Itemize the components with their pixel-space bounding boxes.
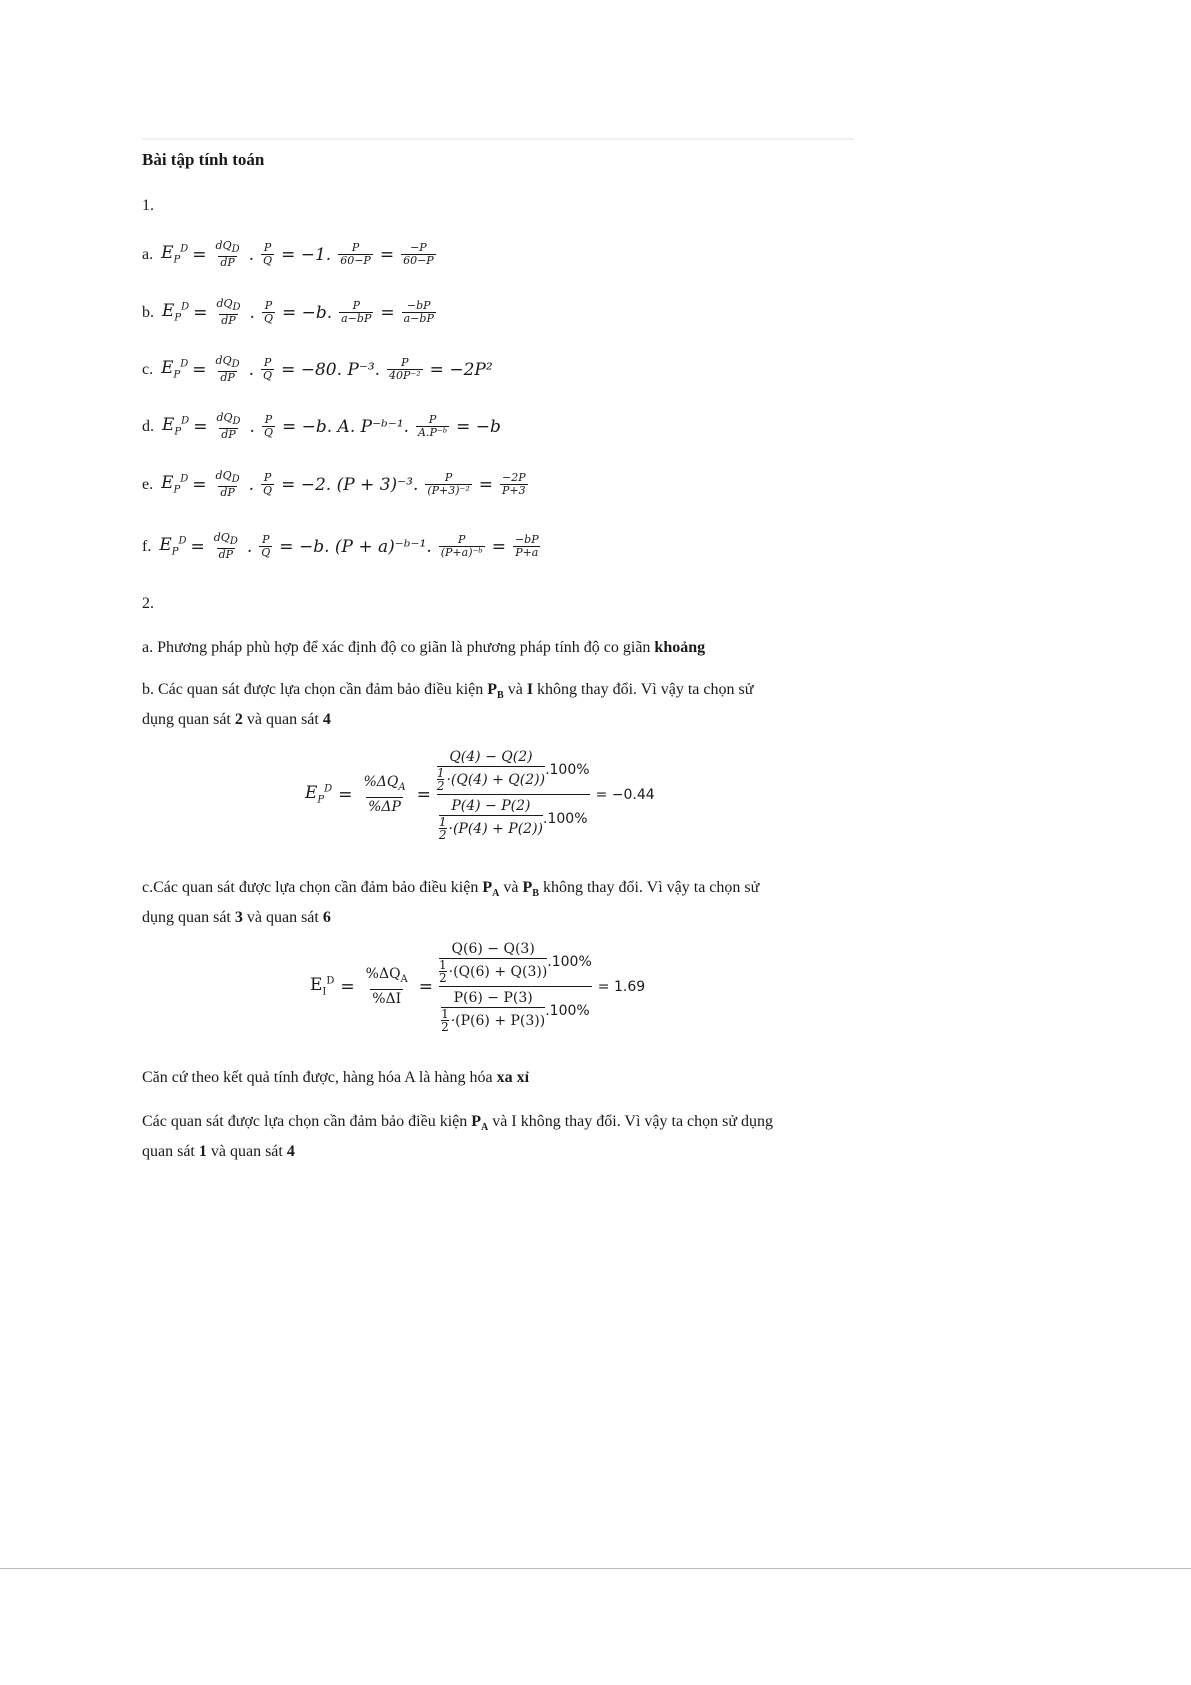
q1-mid: = −80. P⁻³. — [281, 359, 381, 380]
eq2-top-den: ·(Q(6) + Q(3)) — [448, 963, 548, 980]
last-line-1 — [142, 1112, 773, 1138]
q1-derivative: $\frac{dQ_D}{dP}$ — [215, 354, 240, 385]
q2c-line-2 — [142, 908, 331, 928]
q1-eq: = — [491, 536, 506, 557]
q1-lhs: $E_P^D$ — [162, 301, 190, 324]
q2c-text-1: c.Các quan sát được lựa chọn cần đảm bảo điều kiện — [142, 879, 483, 896]
last-pa-sub: A — [481, 1122, 489, 1134]
q2b-line-2 — [142, 710, 331, 730]
eq1-top-den: ·(Q(4) + Q(2)) — [446, 771, 546, 788]
q2b-pb: P — [487, 681, 498, 698]
q1-lhs: $E_P^D$ — [159, 535, 187, 558]
q1-derivative: $\frac{dQ_D}{dP}$ — [213, 531, 238, 562]
eq2-bot-den: ·(P(6) + P(3)) — [450, 1012, 546, 1029]
eq1-result: = −0.44 — [595, 786, 655, 803]
q1-frac-2: $\frac{P}{a-bP}$ — [341, 299, 372, 326]
q1-lhs: $E_P^D$ — [161, 473, 189, 496]
q2b-text-1: b. Các quan sát được lựa chọn cần đảm bảo điều kiện — [142, 681, 488, 698]
q1-lhs: $E_P^D$ — [161, 243, 189, 266]
q2c-obs-1: 3 — [234, 909, 243, 926]
last-line-2 — [142, 1142, 295, 1162]
q2c-obs-2: 6 — [322, 909, 331, 926]
q2b-text-2: không thay đổi. Vì vậy ta chọn sử — [533, 681, 754, 698]
q1-frac-3: $\frac{-bP}{P+a}$ — [514, 533, 539, 560]
q1-eq: = −2P² — [429, 359, 493, 380]
q1-pq-ratio: $\frac{P}{Q}$ — [263, 471, 273, 498]
conclusion-text: Căn cứ theo kết quả tính được, hàng hóa A là hàng hóa — [142, 1069, 497, 1086]
q2b-pb-sub: B — [497, 690, 504, 702]
q1-item-label: d. — [142, 417, 154, 435]
q2c-line-1 — [142, 878, 759, 904]
q2c-pb: P — [522, 879, 533, 896]
eq2-lhs: $E_I^D$ — [310, 975, 335, 998]
q2c-text-2: không thay đổi. Vì vậy ta chọn sử — [538, 879, 760, 896]
page-divider — [0, 1568, 1191, 1569]
q2c-and: và — [499, 879, 523, 896]
q1-eq: = −b — [456, 416, 501, 437]
q1-frac-2: $\frac{P}{\text{(P+3)⁻²}}$ — [427, 471, 470, 498]
q2b-and: và — [503, 681, 527, 698]
equation-price-elasticity: $E_P^D$ = $\frac{\%\Delta Q_A}{\%\Delta P}$ = Q(4) − Q(2) 1 2 ·(Q(4) + Q(2)) .100% P(4) − P(2) 1 2 ·(P(4) + P(2)) .100% = −0.44 — [305, 749, 655, 842]
last-text-2: và I không thay đổi. Vì vậy ta chọn sử dụng — [488, 1113, 774, 1130]
q1-item-label: b. — [142, 303, 154, 321]
q1-mid: = −2. (P + 3)⁻³. — [281, 474, 419, 495]
eq1-bot-den: ·(P(4) + P(2)) — [448, 820, 544, 837]
q1-pq-ratio: $\frac{P}{Q}$ — [263, 356, 273, 383]
q1-frac-3: $\frac{-P}{60-P}$ — [403, 241, 434, 268]
last-pa: P — [471, 1113, 482, 1130]
question-2-label: 2. — [142, 595, 154, 612]
q2a-paragraph — [142, 638, 705, 658]
eq2-result: = 1.69 — [597, 978, 646, 995]
last-text-3: quan sát — [142, 1143, 199, 1160]
q1-pq-ratio: $\frac{P}{Q}$ — [263, 299, 273, 326]
q1-equation-b: b. $E_P^D$ = $\frac{dQ_D}{dP}$ . $\frac{P}{Q}$ = −b. $\frac{P}{a-bP}$ = $\frac{-bP}{a-bP}$ — [142, 297, 434, 328]
eq2-lhs-fraction: $\frac{\%\Delta Q_A}{\%\Delta I}$ — [365, 966, 408, 1007]
last-text-1: Các quan sát được lựa chọn cần đảm bảo điều kiện — [142, 1113, 472, 1130]
eq1-main-fraction: Q(4) − Q(2) 1 2 ·(Q(4) + Q(2)) .100% P(4) − P(2) 1 2 ·(P(4) + P(2)) .100% — [436, 749, 590, 842]
eq2-top-num: Q(6) − Q(3) — [451, 941, 535, 957]
q1-mid: = −b. (P + a)⁻ᵇ⁻¹. — [279, 536, 432, 557]
q1-item-label: c. — [142, 360, 154, 378]
q2c-text-3: dụng quan sát — [142, 909, 235, 926]
eq2-pct-top: .100% — [547, 954, 592, 970]
q1-mid: = −1. — [281, 244, 332, 265]
q1-frac-3: $\frac{-bP}{a-bP}$ — [403, 299, 434, 326]
last-text-4: và quan sát — [206, 1143, 287, 1160]
last-obs-1: 1 — [198, 1143, 207, 1160]
eq1-pct-bot: .100% — [543, 811, 588, 827]
q1-frac-2: $\frac{P}{\text{(P+a)⁻ᵇ}}$ — [440, 533, 483, 560]
q1-equation-e: e. $E_P^D$ = $\frac{dQ_D}{dP}$ . $\frac{P}{Q}$ = −2. (P + 3)⁻³. $\frac{P}{\text{(P+3)⁻²}}$ = $\frac{-2P}{P+3}$ — [142, 469, 526, 500]
q1-item-label: a. — [142, 245, 154, 263]
conclusion-line — [142, 1068, 529, 1088]
q1-frac-2: $\frac{P}{60-P}$ — [340, 241, 371, 268]
q2c-pa-sub: A — [492, 888, 500, 900]
eq2-bot-num: P(6) − P(3) — [453, 990, 533, 1006]
q1-derivative: $\frac{dQ_D}{dP}$ — [216, 297, 241, 328]
eq1-lhs: $E_P^D$ — [305, 783, 333, 806]
q1-derivative: $\frac{dQ_D}{dP}$ — [215, 469, 240, 500]
eq2-pct-bot: .100% — [545, 1003, 590, 1019]
q1-lhs: $E_P^D$ — [162, 415, 190, 438]
q1-mid: = −b. A. P⁻ᵇ⁻¹. — [281, 416, 410, 437]
q1-frac-2: $\frac{P}{\text{40P⁻²}}$ — [389, 356, 421, 383]
q1-equation-f: f. $E_P^D$ = $\frac{dQ_D}{dP}$ . $\frac{P}{Q}$ = −b. (P + a)⁻ᵇ⁻¹. $\frac{P}{\text{(P+a)⁻ᵇ}}$ = $\frac{-bP}{P+a}$ — [142, 531, 539, 562]
q2b-text-4: và quan sát — [242, 711, 323, 728]
q1-equation-c: c. $E_P^D$ = $\frac{dQ_D}{dP}$ . $\frac{P}{Q}$ = −80. P⁻³. $\frac{P}{\text{40P⁻²}}$ = −2P² — [142, 354, 493, 385]
q1-equation-d: d. $E_P^D$ = $\frac{dQ_D}{dP}$ . $\frac{P}{Q}$ = −b. A. P⁻ᵇ⁻¹. $\frac{P}{\text{A.P⁻ᵇ}}$ = −b — [142, 411, 501, 442]
conclusion-bold: xa xỉ — [496, 1069, 530, 1086]
q2c-pa: P — [482, 879, 493, 896]
eq1-lhs-fraction: $\frac{\%\Delta Q_A}{\%\Delta P}$ — [363, 774, 406, 815]
eq2-main-fraction: Q(6) − Q(3) 1 2 ·(Q(6) + Q(3)) .100% P(6) − P(3) 1 2 ·(P(6) + P(3)) .100% — [439, 941, 592, 1034]
q2c-text-4: và quan sát — [242, 909, 323, 926]
q2b-obs-2: 4 — [322, 711, 331, 728]
last-obs-2: 4 — [286, 1143, 295, 1160]
q2b-line-1 — [142, 680, 753, 706]
q1-eq: = — [379, 244, 395, 265]
section-title: Bài tập tính toán — [142, 150, 265, 169]
q2a-text: a. Phương pháp phù hợp để xác định độ co giãn là phương pháp tính độ co giãn — [142, 639, 655, 656]
q1-derivative: $\frac{dQ_D}{dP}$ — [216, 411, 241, 442]
q2c-pb-sub: B — [532, 888, 539, 900]
q1-pq-ratio: $\frac{P}{Q}$ — [263, 413, 273, 440]
q2a-bold: khoảng — [654, 639, 706, 656]
q1-frac-2: $\frac{P}{\text{A.P⁻ᵇ}}$ — [418, 413, 448, 440]
equation-income-elasticity: $E_I^D$ = $\frac{\%\Delta Q_A}{\%\Delta I}$ = Q(6) − Q(3) 1 2 ·(Q(6) + Q(3)) .100% P(6) − P(3) 1 2 ·(P(6) + P(3)) .100% = 1.69 — [310, 941, 646, 1034]
scan-top-edge — [142, 138, 854, 140]
eq1-top-num: Q(4) − Q(2) — [449, 749, 533, 765]
eq1-bot-num: P(4) − P(2) — [451, 798, 531, 814]
q1-pq-ratio: $\frac{P}{Q}$ — [261, 533, 271, 560]
q1-pq-ratio: $\frac{P}{Q}$ — [263, 241, 273, 268]
q1-eq: = — [478, 474, 494, 495]
q1-item-label: f. — [142, 537, 152, 555]
q1-mid: = −b. — [281, 302, 333, 323]
q1-equation-a: a. $E_P^D$ = $\frac{dQ_D}{dP}$ . $\frac{P}{Q}$ = −1. $\frac{P}{60-P}$ = $\frac{-P}{60-P}$ — [142, 239, 434, 270]
q2b-text-3: dụng quan sát — [142, 711, 235, 728]
q2b-i: I — [526, 681, 534, 698]
question-1-label: 1. — [142, 197, 154, 214]
q1-item-label: e. — [142, 475, 154, 493]
q1-eq: = — [380, 302, 395, 323]
q1-lhs: $E_P^D$ — [161, 358, 189, 381]
eq1-pct-top: .100% — [545, 762, 590, 778]
q2b-obs-1: 2 — [234, 711, 243, 728]
q1-frac-3: $\frac{-2P}{P+3}$ — [502, 471, 526, 498]
q1-derivative: $\frac{dQ_D}{dP}$ — [215, 239, 240, 270]
